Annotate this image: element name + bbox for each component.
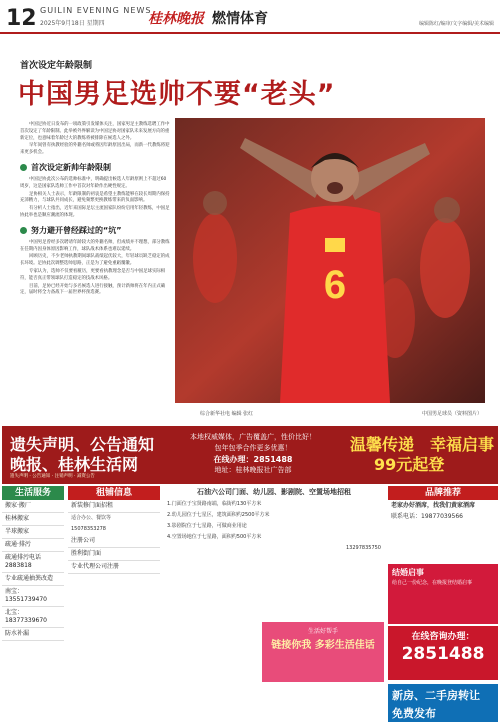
photo-credit: 综合新华社电 编辑 张红 <box>200 411 254 417</box>
bullet-icon <box>20 227 27 234</box>
ad-column-shop-rental <box>68 486 160 574</box>
ad-item[interactable]: 疏通·排污 <box>2 539 64 552</box>
wedding-ad-text: 给自己一份纪念，在晚报登结婚启事 <box>392 580 473 586</box>
photo-caption: 中国男足球员（资料图片） <box>421 411 482 417</box>
banner-mid-line: 本地权威媒体，广告覆盖广，性价比好！ <box>190 433 316 441</box>
svg-text:6: 6 <box>323 263 347 307</box>
promo-ad-tag: 生活好帮手 <box>307 628 338 635</box>
ad-phone: 13297835750 <box>346 545 381 551</box>
bullet-icon <box>20 164 27 171</box>
ad-column-title: 租铺信息 <box>68 486 160 500</box>
ad-item[interactable]: 搬家·搬厂 <box>2 500 64 513</box>
article-paragraph: 目前，足协已经开始与多名候选人进行接触，预计新帅将在年内正式确定，届时将全力备战下一届世界杯预选赛。 <box>20 283 166 296</box>
banner-subheadline: 晚报、桂林生活网 <box>10 455 139 474</box>
article-body <box>20 122 170 298</box>
ad-property-item: 3.影剧院位于七星路，可做商业用途 <box>167 523 247 529</box>
wedding-ad[interactable] <box>388 564 498 624</box>
article-paragraph: 中国足协此次公布的选帅标准中，明确提出候选人年龄原则上不超过60周岁，这是国家队选帅工作中首次对年龄作出硬性规定。 <box>20 176 167 189</box>
promo-ad[interactable] <box>262 622 384 682</box>
ad-column-title: 品牌推荐 <box>388 486 498 500</box>
page-number: 12 <box>6 6 37 31</box>
section-heading-label: 努力避开曾经踩过的“坑” <box>31 225 122 235</box>
ad-column-brand <box>388 486 498 522</box>
ad-item[interactable]: 新装修门面招租 <box>68 500 160 513</box>
property-ad[interactable] <box>388 684 498 722</box>
paper-name-en: GUILIN EVENING NEWS <box>40 6 152 15</box>
banner-note: 遗失声明 · 公告通知 · 注销声明 · 减资公告 <box>10 474 95 479</box>
banner-middle <box>168 432 338 476</box>
banner-mid-line: 包年包季合作更多优惠！ <box>214 444 292 452</box>
ad-item[interactable]: 防水补漏 <box>2 628 64 641</box>
ad-property-title: 石油六公司门面、幼儿园、影剧院、空置场地招租 <box>197 488 351 496</box>
article-kicker: 首次设定年龄限制 <box>20 61 93 71</box>
paper-logo: 桂林晚报 <box>148 11 204 27</box>
ad-text: 适合办公、餐饮等 <box>71 515 112 521</box>
article-paragraph: 回顾历史，不少老帅执教期间球队战绩起伏较大，年轻球员缺乏稳定的成长环境。足协此次调整选帅思路，正是为了避免重蹈覆辙。 <box>20 254 170 267</box>
ad-column-life-services <box>2 486 64 641</box>
article-paragraph: 有分析人士指出，近年来国际足坛主流国家队纷纷启用年轻教练，中国足协此举也是顺应潮流的体现。 <box>20 206 170 218</box>
phone-ad-title: 在线咨询办理： <box>411 632 475 642</box>
banner-mid-line: 地址：桂林晚报社广告部 <box>214 466 292 474</box>
section-heading <box>20 162 170 173</box>
ad-property-item: 1.门面位于宝贤路南端，临街约130平方米 <box>167 501 262 507</box>
property-ad-title: 新房、二手房转让 <box>392 689 480 702</box>
ad-item[interactable]: 专业代理公司注册 <box>68 561 160 574</box>
banner-headline: 遗失声明、公告通知 <box>10 435 155 454</box>
banner-mid-phone: 在线办理：2851488 <box>213 455 293 464</box>
property-ad-subtitle: 免费发布 <box>392 707 436 720</box>
ad-brand-phone: 联系电话：19877039566 <box>391 513 463 520</box>
soccer-players-image <box>175 118 485 403</box>
banner-right-price: 99元起登 <box>374 455 445 474</box>
ad-banner[interactable] <box>2 426 498 484</box>
classified-ads <box>0 426 500 724</box>
ad-item[interactable]: 半球搬家 <box>2 526 64 539</box>
section-title: 燃情体育 <box>212 11 268 27</box>
ad-column-property <box>164 486 384 554</box>
ad-item[interactable]: 胜利街门面 <box>68 548 160 561</box>
ad-item[interactable]: 北宝：18377339670 <box>2 607 64 628</box>
promo-ad-slogan: 链接你我 多彩生活佳话 <box>271 640 375 651</box>
ad-item[interactable]: 疏通排污电话2883818 <box>2 552 64 573</box>
article-paragraph: 中国足协近日发布的一项政策引发媒体关注，国家男足主教练选聘工作中首次设定了年龄限制。此举被外界解读为中国足协对国家队未来发展方向的重新定位，也意味着年龄过大的教练将被排除在候选人之外。 <box>20 122 170 141</box>
ad-phone: 15078353278 <box>71 526 106 532</box>
masthead <box>0 0 500 34</box>
ad-property-item: 4.空置场地位于七星路，面积约500平方米 <box>167 534 262 540</box>
section-heading <box>20 225 170 236</box>
article-paragraph: 中国男足曾经多次聘请年龄较大的外籍名帅，但成绩并不理想，部分教练在任期内因身体原因影响工作，球队战术体系也难以延续。 <box>20 239 170 252</box>
ad-property-item: 2.幼儿园位于七星区，建筑面积约2500平方米 <box>167 512 270 518</box>
issue-date: 2025年9月18日 星期四 <box>40 20 105 27</box>
ad-item[interactable]: 南宝：13551739470 <box>2 586 64 607</box>
banner-right-title: 温馨传递 幸福启事 <box>350 435 495 454</box>
article-headline: 中国男足选帅不要“老头” <box>18 79 336 110</box>
ad-item[interactable]: 桂林搬家 <box>2 513 64 526</box>
wedding-ad-title: 结婚启事 <box>392 568 424 577</box>
article-paragraph: 早年间曾有执教经验的外籍名帅或将因年龄原因出局，而新一代教练将迎来更多机会。 <box>20 143 170 156</box>
ad-column-title: 生活服务 <box>2 486 64 500</box>
ad-brand-item: 老家办好酒席，找我们黄家酒席 <box>391 502 476 509</box>
ad-item[interactable]: 注册公司 <box>68 535 160 548</box>
editor-credit: 编辑陈红/编审/文字编辑/美术编辑 <box>418 21 494 27</box>
ad-item[interactable]: 专业疏通抽粪改造 <box>2 573 64 586</box>
phone-ad-number: 2851488 <box>401 644 485 664</box>
article-paragraph: 足协相关人士表示，年龄限制的初衷是希望主教练能够在较长周期内保持充沛精力，与球队共同成长，避免频繁更换教练带来的负面影响。 <box>20 191 170 204</box>
phone-ad[interactable] <box>388 626 498 680</box>
article-photo <box>175 118 485 403</box>
section-heading-label: 首次设定新帅年龄限制 <box>31 162 111 172</box>
article-paragraph: 专家认为，选帅不仅要看履历，更要看执教理念是否与中国足球实际相符，能否真正带领球队打造稳定的技战术风格。 <box>20 268 166 281</box>
